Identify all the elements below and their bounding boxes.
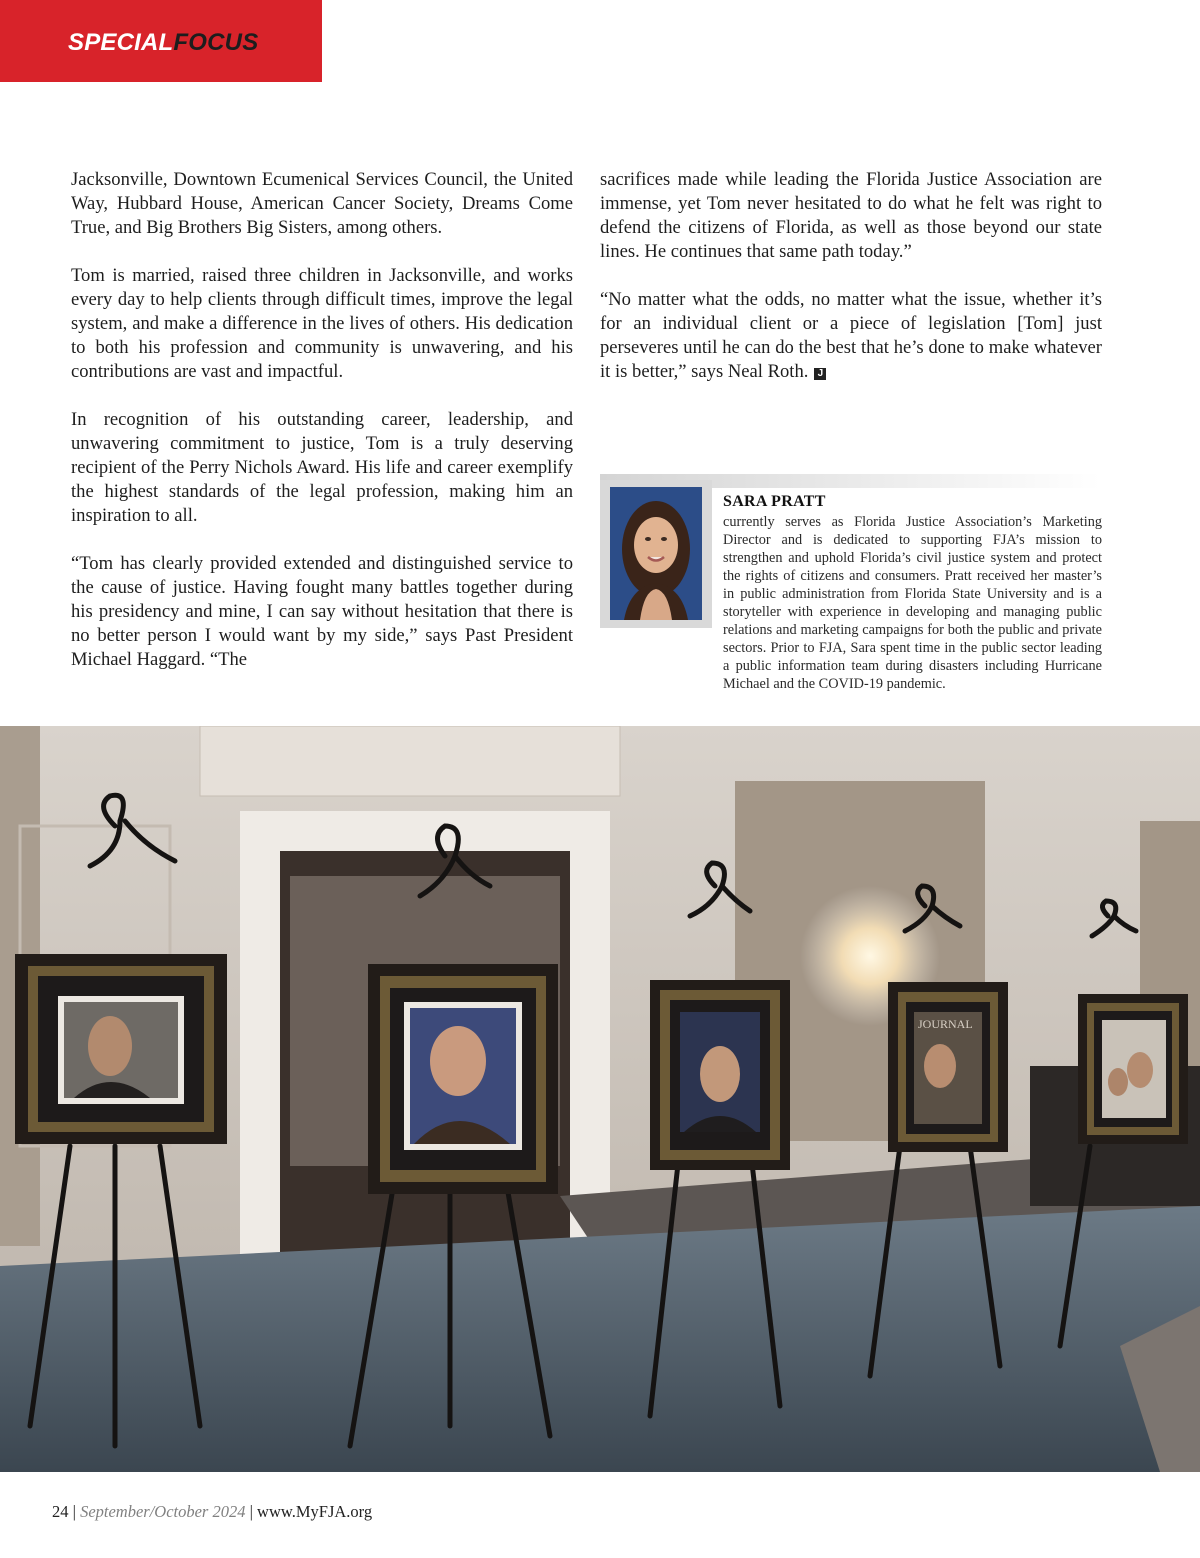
section-title-focus: FOCUS xyxy=(173,29,259,56)
paragraph: Jacksonville, Downtown Ecumenical Services Council, the United Way, Hubbard House, American Cancer Society, Dreams Come True, and Big Brothers Big Sisters, among others. xyxy=(71,169,573,238)
paragraph-text: “No matter what the odds, no matter what the issue, whether it’s for an individual client or a piece of legislation [Tom] just perseveres until he can do the best that he’s done to make whatever it is better,” says Neal Roth. xyxy=(600,289,1102,382)
author-photo xyxy=(610,487,702,620)
left-column xyxy=(71,168,573,696)
event-photo xyxy=(0,726,1200,1472)
page-footer xyxy=(52,1502,372,1522)
paragraph: In recognition of his outstanding career, leadership, and unwavering commitment to justice, Tom is a truly deserving recipient of the Perry Nichols Award. His life and career exemplify the highest standards of the legal profession, making him an inspiration to all. xyxy=(71,409,573,526)
frame-label: JOURNAL xyxy=(918,1017,973,1031)
section-title xyxy=(68,29,258,57)
paragraph xyxy=(600,288,1102,384)
section-tab xyxy=(0,0,322,82)
right-column xyxy=(600,168,1102,408)
footer-separator: | xyxy=(245,1502,258,1521)
paragraph: Tom is married, raised three children in Jacksonville, and works every day to help clients through difficult times, improve the legal system, and make a difference in the lives of others. His dedication to both his profession and community is unwavering, and his contributions are vast and impactful. xyxy=(71,265,573,382)
page-number: 24 xyxy=(52,1502,69,1521)
paragraph: sacrifices made while leading the Florida Justice Association are immense, yet Tom never hesitated to do what he felt was right to defend the citizens of Florida, as well as those beyond our state lines. He continues that same path today.” xyxy=(600,169,1102,262)
author-portrait-icon xyxy=(610,487,702,620)
author-name: SARA PRATT xyxy=(723,493,826,510)
issue-date: September/October 2024 xyxy=(80,1502,246,1521)
section-title-special: SPECIAL xyxy=(68,29,174,56)
paragraph: “Tom has clearly provided extended and distinguished service to the cause of justice. Having fought many battles together during his presidency and mine, I can say without hesitation that there is no better person I would want by my side,” says Past President Michael Haggard. “The xyxy=(71,553,573,670)
easel-portraits-photo xyxy=(0,726,1200,1472)
author-bio: currently serves as Florida Justice Association’s Marketing Director and is dedicated to supporting FJA’s mission to strengthen and uphold Florida’s civil justice system and protect the rights of citizens and consumers. Pratt received her master’s in public administration from Florida State University and is a storyteller with experience in developing and managing public relations and marketing campaigns for both the public and private sectors. Prior to FJA, Sara spent time in the public sector leading a public information team during disasters including Hurricane Michael and the COVID-19 pandemic. xyxy=(723,514,1102,692)
end-mark-icon: J xyxy=(814,368,826,380)
footer-separator: | xyxy=(68,1502,81,1521)
website-link[interactable]: www.MyFJA.org xyxy=(257,1502,373,1521)
